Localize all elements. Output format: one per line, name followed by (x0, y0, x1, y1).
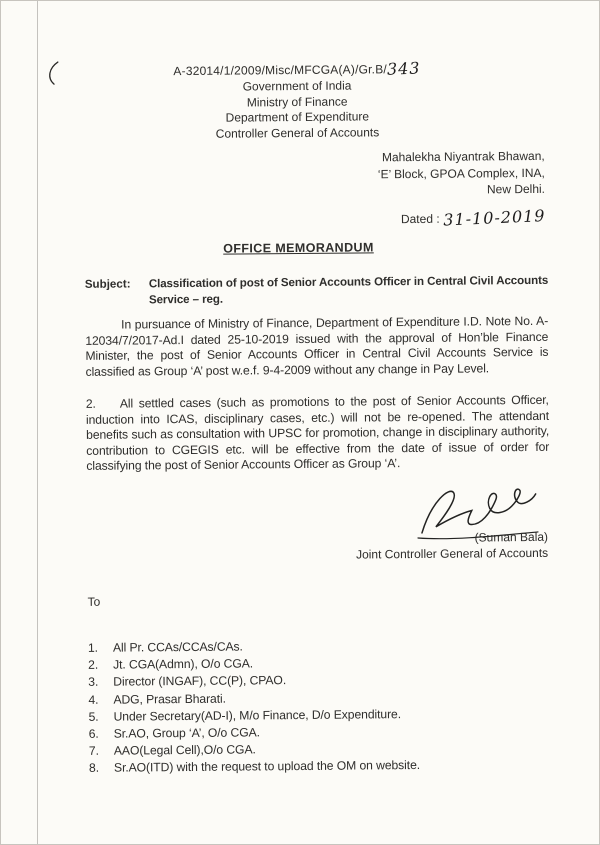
recipient-number: 2. (88, 657, 99, 673)
recipients-list (88, 637, 420, 778)
date-line (400, 206, 546, 230)
paragraph-2-number: 2. (85, 396, 96, 411)
reference-handwritten: 343 (386, 58, 421, 79)
recipient-number: 6. (88, 726, 99, 741)
to-label: To (87, 594, 101, 609)
recipient-number: 3. (88, 675, 99, 690)
date-label: Dated : (400, 211, 440, 227)
organisation-block (0, 76, 597, 143)
subject-row (85, 273, 553, 308)
date-handwritten: 31-10-2019 (442, 206, 546, 230)
address-block (378, 148, 545, 199)
reference-typed: A-32014/1/2009/Misc/MFCGA(A)/Gr.B/ (173, 62, 387, 79)
org-line: Department of Expenditure (225, 109, 370, 125)
recipient-number: 8. (88, 761, 100, 776)
paragraph-2 (86, 393, 550, 475)
recipient-number: 7. (88, 743, 99, 759)
recipient-text: All Pr. CCAs/CCAs/CAs. (112, 639, 243, 655)
subject-label: Subject: (84, 277, 131, 291)
org-line: Government of India (242, 78, 352, 94)
recipient-text: AAO(Legal Cell),O/o CGA. (113, 742, 256, 758)
address-line: New Delhi. (486, 181, 546, 197)
list-item (89, 757, 420, 777)
recipient-text: Sr.AO(ITD) with the request to upload the OM on website. (113, 758, 421, 776)
recipient-text: Under Secretary(AD-I), M/o Finance, D/o Expenditure. (113, 706, 402, 724)
subject-text: Classification of post of Senior Accounts Officer in Central Civil Accounts Service – reg. (148, 273, 549, 306)
memo-title: OFFICE MEMORANDUM (223, 240, 374, 256)
signatory-name: (Suman Bala) (474, 529, 549, 545)
paragraph-2-text: All settled cases (such as promotions to the post of Senior Accounts Officer, induction into ICAS, disciplinary cases, etc.) will not be re-opened. The attendant benefits such as consultation with UPSC for promotion, change in disciplinary authority, contribution to CGEGIS etc. will be effective from the date of issue of order for classifying the post of Senior Accounts Officer as Group ‘A’. (85, 392, 550, 474)
signatory-designation: Joint Controller General of Accounts (355, 545, 549, 562)
recipient-number: 5. (88, 709, 99, 724)
recipient-text: Sr.AO, Group ‘A’, O/o CGA. (113, 725, 260, 741)
recipient-text: Jt. CGA(Admn), O/o CGA. (113, 656, 254, 672)
paragraph-1: In pursuance of Ministry of Finance, Department of Expenditure I.D. Note No. A-12034/7/2017-Ad.I dated 25-10-2019 issued with the approval of Hon’ble Finance Minister, the post of Senior Accounts Officer in Central Civil Accounts Service is classified as Group ‘A’ post w.e.f. 9-4-2009 without any change in Pay Level. (85, 313, 549, 379)
recipient-number: 1. (87, 640, 98, 655)
org-line: Ministry of Finance (246, 94, 348, 109)
address-line: Mahalekha Niyantrak Bhawan, (381, 148, 545, 165)
recipient-text: Director (INGAF), CC(P), CPAO. (113, 673, 287, 690)
list-item (88, 706, 419, 726)
recipient-text: ADG, Prasar Bharati. (113, 691, 226, 707)
recipient-number: 4. (88, 692, 99, 707)
org-line: Controller General of Accounts (215, 124, 380, 141)
address-line: ‘E’ Block, GPOA Complex, INA, (377, 165, 545, 181)
